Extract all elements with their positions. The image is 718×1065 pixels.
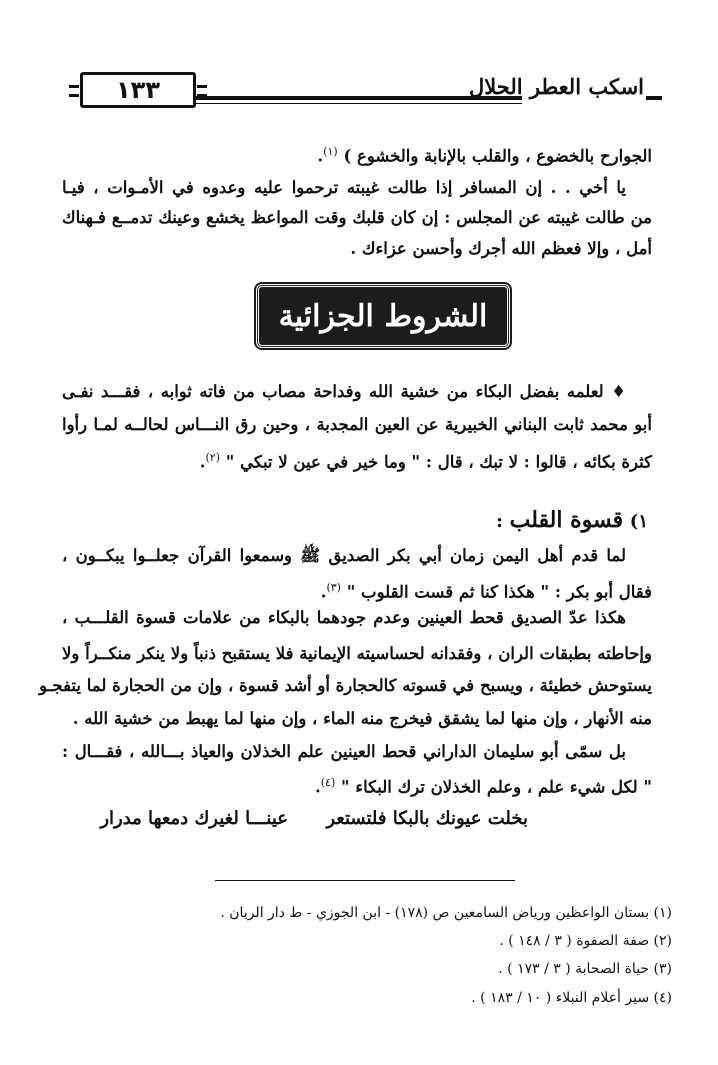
subsection-number: ١) xyxy=(629,511,648,532)
footnote-ref: (٣) xyxy=(326,581,341,594)
section-title: الشروط الجزائية xyxy=(256,284,510,348)
footnote: (١) بستان الواعظين ورياض السامعين ص (١٧٨) - ابن الجوزي - ط دار الريان . xyxy=(220,905,672,921)
text-line: ♦ لعلمه بفضل البكاء من خشية الله وفداحة مصاب من فاته ثوابه ، فقـــد نفـى xyxy=(62,382,626,401)
text-line: فقال أبو بكر : " هكذا كنا ثم قست القلوب " $^{(٣)}$. xyxy=(320,581,652,602)
text-line: يستوحش خطيئة ، ويسبح في قسوته كالحجارة أو أشد قسوة ، وإن من الحجارة لما يتفجـو xyxy=(39,676,652,695)
footnote: (٣) حياة الصحابة ( ٣ / ١٧٣ ) . xyxy=(498,961,672,977)
text-line: وإحاطته بطبقات الران ، وفقدانه لحساسيته الإيمانية فلا يستقبح ذنباً ولا ينكر منكــراً ولا xyxy=(62,644,652,663)
page-number: ١٣٣ xyxy=(80,72,196,108)
poem-second-hemistich: عينـــا لغيرك دمعها مدرار xyxy=(100,808,288,829)
footnote-ref: (٤) xyxy=(320,776,336,789)
subsection-title: قسوة القلب xyxy=(509,507,624,533)
footnote-ref: (٢) xyxy=(205,451,220,464)
header-rule-tail xyxy=(646,96,662,100)
footnote: (٢) صفة الصفوة ( ٣ / ١٤٨ ) . xyxy=(499,933,672,949)
subsection-heading xyxy=(496,507,648,533)
book-title: اسكب العطر الحلال xyxy=(468,74,644,99)
text-line: بل سمّى أبو سليمان الداراني قحط العينين علم الخذلان والعياذ بـــالله ، فقـــال : xyxy=(62,742,626,761)
text-line: أبو محمد ثابت البناني الخبيرية عن العين المجدبة ، وحين رق النـــاس لحالــه لمـا رأوا xyxy=(62,415,652,434)
text-line: الجوارح بالخضوع ، والقلب بالإنابة والخشوع ) $^{(١)}$. xyxy=(317,145,652,166)
text-line: من طالت غيبته عن المجلس : إن كان قلبك وقت المواعظ يخشع وعينك تدمــع فـهناك xyxy=(62,208,652,227)
text-line: " لكل شيء علم ، وعلم الخذلان ترك البكاء " $^{(٤)}$. xyxy=(315,776,652,797)
subsection-colon: : xyxy=(496,510,504,532)
text-line: يا أخي . . إن المسافر إذا طالت غيبته ترحموا عليه وعدوه في الأمـوات ، فيـا xyxy=(62,178,626,197)
footnote: (٤) سير أعلام النبلاء ( ١٠ / ١٨٣ ) . xyxy=(471,990,672,1006)
header-rule-thin xyxy=(196,103,522,104)
text-line: هكذا عدّ الصديق قحط العينين وعدم جودهما بالبكاء من علامات قسوة القلـــب ، xyxy=(62,608,626,627)
text-line: منه الأنهار ، وإن منها لما يشقق فيخرج منه الماء ، وإن منها لما يهبط من خشية الله . xyxy=(72,709,652,728)
text-line: لما قدم أهل اليمن زمان أبي بكر الصديق ﷺ وسمعوا القرآن جعلــوا يبكــون ، xyxy=(62,546,626,565)
poem-first-hemistich: بخلت عيونك بالبكا فلتستعر xyxy=(326,808,528,829)
text-line: كثرة بكائه ، قالوا : لا تبك ، قال : " وما خير في عين لا تبكي " $^{(٢)}$. xyxy=(199,451,652,472)
footnote-divider xyxy=(215,880,515,881)
text-line: أمل ، وإلا فعظم الله أجرك وأحسن عزاءك . xyxy=(350,239,652,258)
page-header xyxy=(62,70,662,114)
footnote-ref: (١) xyxy=(323,145,338,158)
